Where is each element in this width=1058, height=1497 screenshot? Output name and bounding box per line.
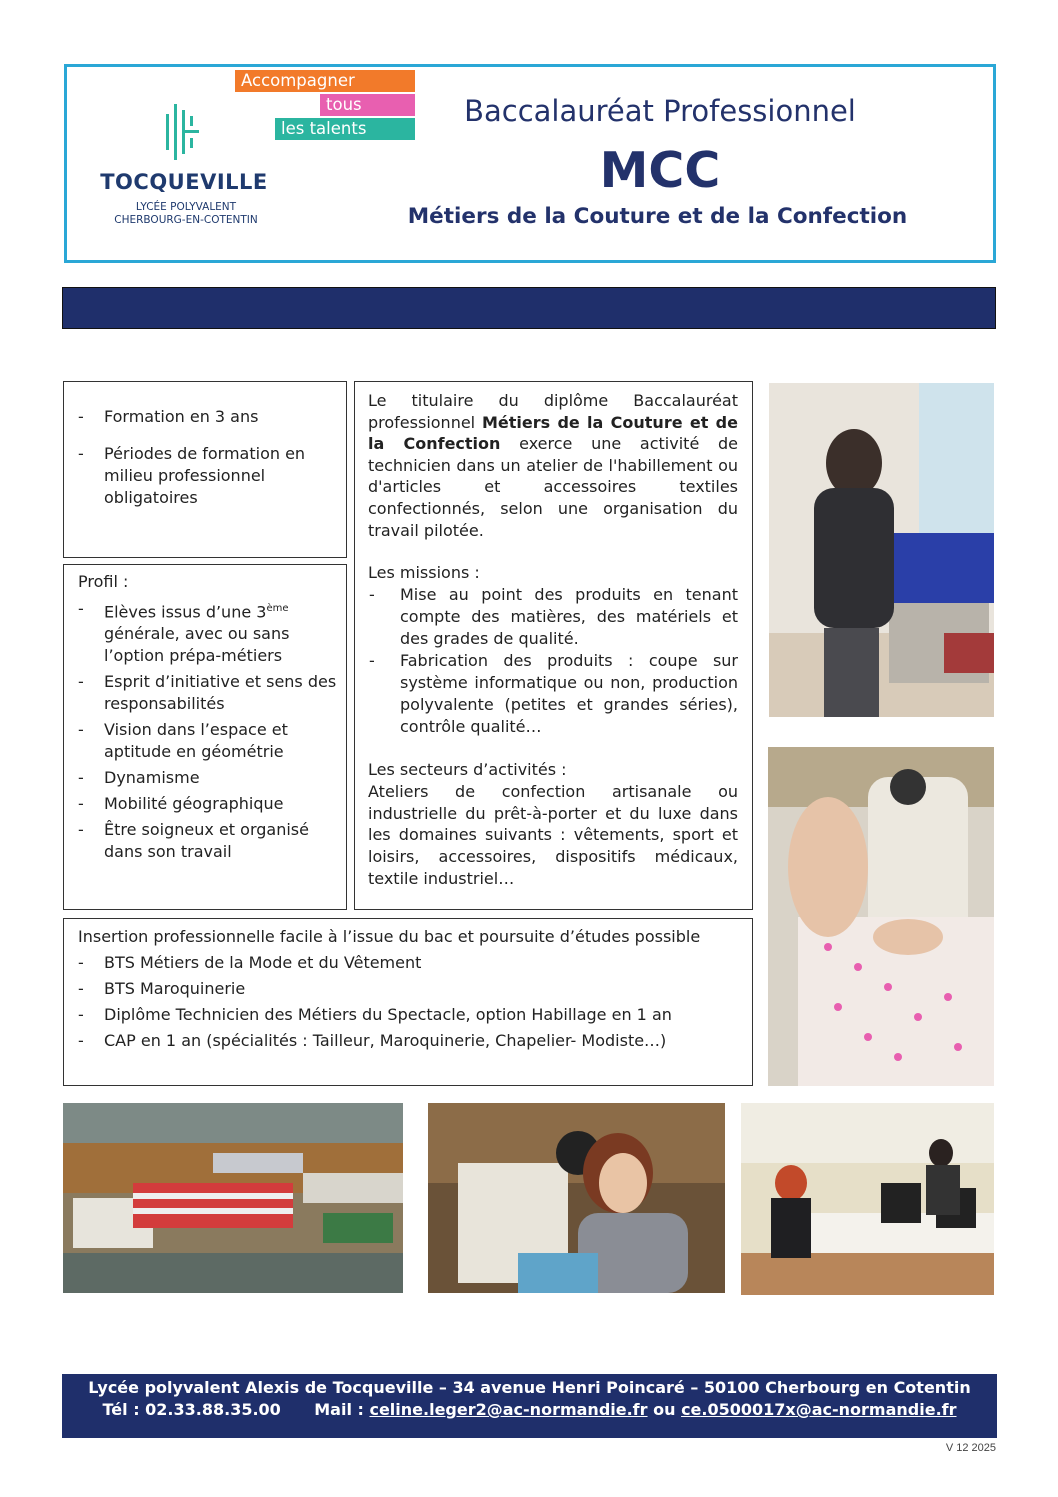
sectors-paragraph: Ateliers de confection artisanale ou industrielle du prêt-à-porter et du luxe dans les domaines suivants : vêtements, sport et loisirs, accessoires, dispositifs médicaux, textile industriel… <box>368 782 738 888</box>
footer-mail-label: Mail : <box>314 1400 370 1419</box>
version-label: V 12 2025 <box>945 1442 996 1454</box>
photo-school-aerial <box>63 1103 403 1293</box>
email-link-2[interactable]: ce.0500017x@ac-normandie.fr <box>681 1400 957 1419</box>
slogan-line-3: les talents <box>275 118 415 140</box>
sectors-label: Les secteurs d’activités : <box>368 760 567 780</box>
footer-phone: Tél : 02.33.88.35.00 <box>102 1400 281 1419</box>
photo-computer-room <box>741 1103 994 1295</box>
list-item: - CAP en 1 an (spécialités : Tailleur, Maroquinerie, Chapelier- Modiste…) <box>64 1030 752 1052</box>
slogan-line-2: tous <box>320 94 415 116</box>
list-item: - Dynamisme <box>64 767 346 789</box>
footer-or: ou <box>647 1400 682 1419</box>
list-item: - Diplôme Technicien des Métiers du Spectacle, option Habillage en 1 an <box>64 1004 752 1026</box>
page-title-full: Métiers de la Couture et de la Confection <box>407 204 908 229</box>
list-item: - BTS Métiers de la Mode et du Vêtement <box>64 952 752 974</box>
diploma-type: Baccalauréat Professionnel <box>464 94 856 128</box>
email-link-1[interactable]: celine.leger2@ac-normandie.fr <box>369 1400 648 1419</box>
section-bar <box>62 287 996 329</box>
logo-subtitle-line-1: LYCÉE POLYVALENT <box>135 201 237 213</box>
insertion-intro: Insertion professionnelle facile à l’issue du bac et poursuite d’études possible <box>78 927 701 946</box>
list-item: - BTS Maroquinerie <box>64 978 752 1000</box>
list-item: - Esprit d’initiative et sens des responsabilités <box>64 671 346 715</box>
logo-subtitle-line-2: CHERBOURG-EN-COTENTIN <box>114 214 258 226</box>
slogan-line-1: Accompagner <box>235 70 415 92</box>
formation-box <box>63 381 347 558</box>
list-item: - Périodes de formation en milieu professionnel obligatoires <box>64 443 346 509</box>
footer <box>62 1374 997 1438</box>
profil-box <box>63 564 347 910</box>
photo-sewing-machine <box>768 747 994 1086</box>
insertion-box <box>63 918 753 1086</box>
logo-name: TOCQUEVILLE <box>100 170 268 194</box>
list-item: - Vision dans l’espace et aptitude en géométrie <box>64 719 346 763</box>
list-item: - Elèves issus d’une 3ème générale, avec ou sans l’option prépa-métiers <box>64 598 346 667</box>
profil-label: Profil : <box>78 572 129 591</box>
list-item: - Fabrication des produits : coupe sur système informatique ou non, production polyvalente (petites et grandes séries), contrôle qualité… <box>355 650 738 738</box>
footer-address: Lycée polyvalent Alexis de Tocqueville – 34 avenue Henri Poincaré – 50100 Cherbourg en Cotentin <box>88 1378 971 1397</box>
photo-student-sewing <box>428 1103 725 1293</box>
footer-contact <box>62 1400 997 1420</box>
list-item: - Formation en 3 ans <box>64 406 346 428</box>
description-box <box>354 381 753 910</box>
tocqueville-logo-icon <box>162 100 206 164</box>
missions-label: Les missions : <box>368 563 480 583</box>
photo-ironing-student <box>769 383 994 717</box>
list-item: - Mise au point des produits en tenant compte des matières, des matériels et des grades de qualité. <box>355 584 738 650</box>
page-title: MCC <box>599 142 721 199</box>
intro-paragraph: Le titulaire du diplôme Baccalauréat professionnel Métiers de la Couture et de la Confection exerce une activité de technicien dans un atelier de l'habillement ou d'articles et accessoires textiles confectionnés, selon une organisation du travail pilotée. <box>368 391 738 540</box>
list-item: - Mobilité géographique <box>64 793 346 815</box>
list-item: - Être soigneux et organisé dans son travail <box>64 819 346 863</box>
